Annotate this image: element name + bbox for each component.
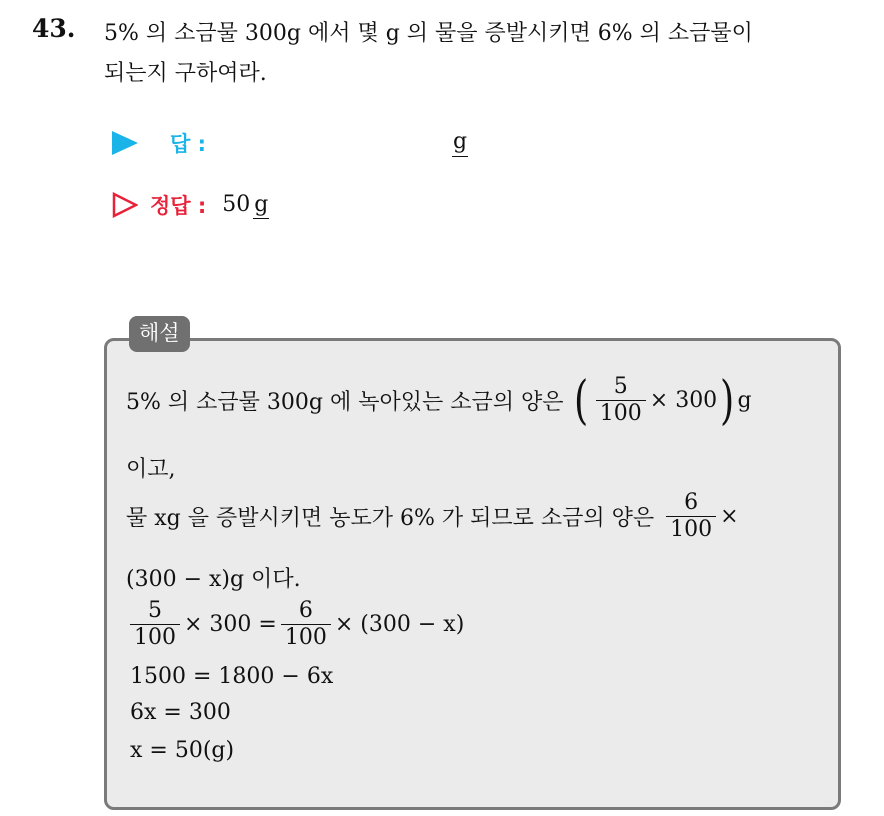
play-triangle-icon bbox=[112, 131, 138, 155]
equation-4: x = 50(g) bbox=[130, 738, 235, 763]
question-line-1: 5% 의 소금물 300g 에서 몇 g 의 물을 증발시키면 6% 의 소금물이 bbox=[104, 21, 753, 46]
fraction bbox=[281, 598, 331, 651]
equation-2: 1500 = 1800 − 6x bbox=[130, 664, 334, 689]
solution-line-1-text: 5% 의 소금물 300g 에 녹아있는 소금의 양은 bbox=[126, 390, 564, 415]
equation-1 bbox=[126, 598, 464, 651]
question-line-2: 되는지 구하여라. bbox=[104, 61, 267, 86]
fraction-numerator: 6 bbox=[298, 598, 313, 623]
solution-line-3-tail: × bbox=[720, 504, 739, 529]
correct-answer-value bbox=[222, 192, 269, 219]
fraction-denominator: 100 bbox=[130, 624, 180, 651]
solution-line-3 bbox=[126, 490, 739, 543]
answer-unit: g bbox=[254, 191, 269, 217]
right-paren: ) bbox=[720, 370, 735, 431]
correct-answer-label: 정답 : bbox=[150, 194, 207, 218]
question-text bbox=[104, 14, 874, 94]
solution-line-2: 이고, bbox=[126, 457, 176, 482]
solution-line-1 bbox=[126, 370, 752, 431]
fraction-denominator: 100 bbox=[666, 516, 716, 543]
fraction bbox=[130, 598, 180, 651]
answer-prompt-row bbox=[112, 128, 206, 158]
fraction-denominator: 100 bbox=[596, 400, 646, 427]
fraction bbox=[596, 374, 646, 427]
fraction-numerator: 6 bbox=[684, 490, 699, 515]
fraction-numerator: 5 bbox=[613, 374, 628, 399]
solution-tag: 해설 bbox=[129, 316, 190, 352]
answer-label: 답 : bbox=[170, 132, 206, 156]
solution-line-1-unit: g bbox=[737, 388, 752, 413]
solution-line-1-tail: × 300 bbox=[649, 388, 718, 413]
question-number: 43. bbox=[32, 14, 76, 43]
fraction bbox=[666, 490, 716, 543]
correct-answer-row bbox=[112, 190, 269, 220]
solution-line-3-text: 물 xg 을 증발시키면 농도가 6% 가 되므로 소금의 양은 bbox=[126, 506, 655, 531]
fraction-numerator: 5 bbox=[148, 598, 162, 623]
outline-triangle-icon bbox=[112, 192, 138, 218]
answer-blank-unit[interactable]: g bbox=[452, 128, 468, 157]
equation-1-mid: × 300 = bbox=[184, 612, 277, 637]
fraction-denominator: 100 bbox=[281, 624, 331, 651]
equation-3: 6x = 300 bbox=[130, 700, 231, 725]
left-paren: ( bbox=[574, 370, 589, 431]
equation-1-tail: × (300 − x) bbox=[334, 612, 465, 637]
answer-number: 50 bbox=[222, 191, 251, 217]
solution-line-4: (300 − x)g 이다. bbox=[126, 567, 301, 592]
